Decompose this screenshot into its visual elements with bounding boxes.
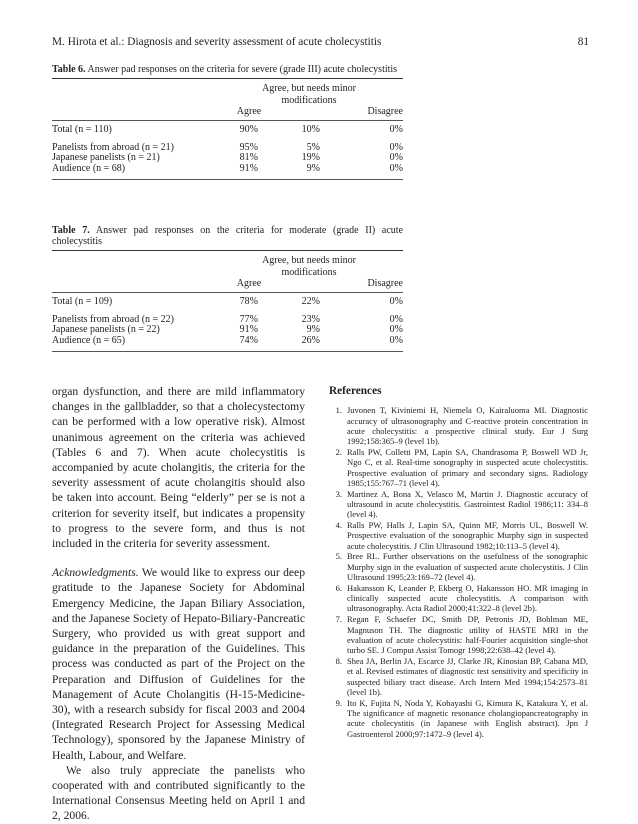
- page-number: 81: [577, 36, 589, 48]
- table-6: [52, 64, 403, 180]
- cell-minor: 23%: [301, 313, 320, 325]
- cell-agree: 77%: [239, 313, 258, 325]
- table-row-total: [52, 125, 403, 136]
- table-bottom-rule: [52, 351, 403, 352]
- reference-number: 9.: [335, 697, 342, 708]
- cell-disagree: 0%: [389, 152, 403, 163]
- reference-item: [329, 489, 588, 520]
- reference-text: Regan F, Schaefer DC, Smith DP, Petronis JD, Bohlman ME, Magnuson TH. The diagnostic utility of HASTE MRI in the evaluation of acute cholecystitis: half-Fourier acquisition single-shot turbo SE. J Comput Assist Tomogr 1998;22:638–42 (level 4).: [347, 614, 588, 656]
- reference-text: Martinez A, Bona X, Velasco M, Martin J. Diagnostic accuracy of ultrasound in acute cholecystitis. Gastrointest Radiol 1986;11: 334–8 (level 4).: [347, 488, 588, 520]
- table-caption-text: Answer pad responses on the criteria for moderate (grade II) acute cholecystitis: [52, 225, 404, 247]
- table-top-rule: [52, 78, 403, 79]
- row-label: Total (n = 109): [52, 296, 113, 307]
- cell-minor: 22%: [301, 296, 320, 307]
- cell-disagree: 0%: [389, 162, 403, 174]
- cell-agree: 91%: [239, 324, 258, 335]
- reference-item: [329, 447, 588, 488]
- reference-text: Ito K, Fujita N, Noda Y, Kobayashi G, Kimura K, Katakura Y, et al. The significance of magnetic resonance cholangiopancreatography in acute cholecystitis (in Japanese with English abstract). Jpn J Gastroenterol 2000;97:1472–9 (level 4).: [347, 697, 588, 739]
- reference-number: 3.: [335, 488, 342, 499]
- table-caption: [52, 225, 403, 247]
- cell-agree: 95%: [239, 141, 258, 153]
- table-header-rule: [52, 120, 403, 121]
- cell-minor: 5%: [306, 141, 320, 153]
- body-paragraph: We also truly appreciate the panelists who cooperated with and contributed significantly to the International Consensus Meeting held on April 1 and 2, 2006.: [52, 763, 305, 823]
- cell-minor: 10%: [301, 124, 320, 135]
- table-header: [52, 254, 403, 292]
- row-label: Total (n = 110): [52, 124, 112, 135]
- reference-text: Ralls PW, Colletti PM, Lapin SA, Chandrasoma P, Boswell WD Jr, Ngo C, et al. Real-time sonography in suspected acute cholecystitis. Prospective evaluation of primary and secondary signs. Radiology 1985;155:767–71 (level 4).: [347, 446, 588, 488]
- cell-disagree: 0%: [389, 313, 403, 325]
- body-text-column: [52, 384, 305, 824]
- cell-minor: 9%: [306, 162, 320, 174]
- col-header-disagree: Disagree: [367, 278, 403, 289]
- col-header-minor: Agree, but needs minor modifications: [262, 255, 356, 278]
- reference-item: [329, 583, 588, 614]
- row-label: Panelists from abroad (n = 21): [52, 141, 175, 153]
- table-top-rule: [52, 250, 403, 251]
- row-label: Japanese panelists (n = 22): [52, 324, 160, 335]
- cell-minor: 9%: [306, 324, 320, 335]
- reference-item: [329, 656, 588, 697]
- reference-number: 5.: [335, 551, 342, 562]
- cell-agree: 91%: [239, 162, 258, 174]
- row-label: Audience (n = 65): [52, 334, 126, 346]
- table-header-rule: [52, 292, 403, 293]
- reference-text: Ralls PW, Halls J, Lapin SA, Quinn MF, Morris UL, Boswell W. Prospective evaluation of the sonographic Murphy sign in suspected acute cholecystitis. J Clin Ultrasound 1982;10:113–5 (level 4).: [347, 520, 588, 551]
- col-header-agree: Agree: [236, 106, 262, 117]
- acknowledgments-text: We would like to express our deep gratitude to the Japanese Society for Abdominal Emergency Medicine, the Japan Biliary Association, and the Japanese Society of Hepato-Biliary-Pancreatic Surgery, who provided us with great support and guidance in the preparation of the Guidelines. This process was conducted as part of the Project on the Preparation and Diffusion of Guidelines for the Management of Acute Cholangitis (H-15-Medicine-30), with a research subsidy for fiscal 2003 and 2004 (Integrated Research Project for Assessing Medical Technology), sponsored by the Japanese Ministry of Health, Labour, and Welfare.: [52, 566, 305, 762]
- acknowledgments-paragraph: [52, 565, 305, 763]
- cell-agree: 81%: [239, 152, 258, 163]
- table-row: [52, 164, 403, 175]
- reference-item: [329, 614, 588, 655]
- reference-item: [329, 405, 588, 446]
- body-paragraph: organ dysfunction, and there are mild inflammatory changes in the gallbladder, so that a cholecystectomy can be performed with a low operative risk). Almost unanimous agreement on the criteria was achieved (Tables 6 and 7). When acute cholecystitis is accompanied by acute cholangitis, the criteria for the severity assessment of acute cholangitis should also be taken into account. Being “elderly” per se is not a criterion for severity itself, but indicates a propensity to progress to the severe form, and thus is not included in the criteria for severity assessment.: [52, 385, 305, 551]
- reference-text: Bree RL. Further observations on the usefulness of the sonographic Murphy sign in the evaluation of suspected acute cholecystitis. J Clin Ultrasound 1995;23:169–72 (level 4).: [347, 551, 588, 583]
- cell-agree: 74%: [239, 334, 258, 346]
- cell-disagree: 0%: [389, 324, 403, 335]
- cell-agree: 90%: [239, 124, 258, 135]
- cell-disagree: 0%: [389, 296, 403, 307]
- table-row: [52, 336, 403, 347]
- cell-disagree: 0%: [389, 124, 403, 135]
- reference-item: [329, 698, 588, 739]
- reference-text: Juvonen T, Kiviniemi H, Niemela O, Kairaluoma MI. Diagnostic accuracy of ultrasonography and C-reactive protein concentration in acute cholecystitis: a prospective clinical study. Eur J Surg 1992;158:365–9 (level 1b).: [347, 405, 588, 447]
- table-caption-text: Answer pad responses on the criteria for severe (grade III) acute cholecystitis: [87, 64, 398, 75]
- references-heading: References: [329, 385, 382, 397]
- table-label: Table 6.: [52, 64, 86, 75]
- table-row: [52, 325, 403, 336]
- table-bottom-rule: [52, 179, 403, 180]
- reference-number: 7.: [335, 614, 342, 625]
- table-row: [52, 153, 403, 164]
- table-header: [52, 82, 403, 120]
- running-header: [52, 36, 589, 52]
- row-label: Audience (n = 68): [52, 162, 126, 174]
- cell-minor: 26%: [301, 334, 320, 346]
- col-header-agree: Agree: [236, 278, 262, 289]
- running-title: M. Hirota et al.: Diagnosis and severity assessment of acute cholecystitis: [52, 36, 382, 48]
- reference-item: [329, 520, 588, 551]
- table-row-total: [52, 297, 403, 308]
- row-label: Panelists from abroad (n = 22): [52, 313, 175, 325]
- cell-minor: 19%: [301, 152, 320, 163]
- references-column: [329, 386, 588, 739]
- reference-number: 8.: [335, 655, 342, 666]
- table-label: Table 7.: [52, 225, 90, 236]
- table-7: [52, 225, 403, 352]
- cell-agree: 78%: [239, 296, 258, 307]
- table-caption: [52, 64, 403, 75]
- reference-number: 6.: [335, 582, 342, 593]
- reference-item: [329, 551, 588, 582]
- reference-text: Shea JA, Berlin JA, Escarce JJ, Clarke JR, Kinosian BP, Cabana MD, et al. Revised estimates of diagnostic test sensitivity and specificity in suspected biliary tract disease. Arch Intern Med 1994;154:2573–81 (level 1b).: [347, 655, 588, 697]
- cell-disagree: 0%: [389, 334, 403, 346]
- row-label: Japanese panelists (n = 21): [52, 152, 160, 163]
- reference-number: 1.: [335, 405, 342, 416]
- cell-disagree: 0%: [389, 141, 403, 153]
- reference-number: 2.: [335, 446, 342, 457]
- col-header-minor: Agree, but needs minor modifications: [262, 83, 356, 106]
- reference-text: Hakansson K, Leander P, Ekberg O, Hakansson HO. MR imaging in clinically suspected acute cholecystitis. A comparison with ultrasonography. Acta Radiol 2000;41:322–8 (level 2b).: [347, 582, 588, 614]
- acknowledgments-label: Acknowledgments.: [52, 566, 139, 580]
- reference-number: 4.: [335, 520, 342, 531]
- col-header-disagree: Disagree: [367, 106, 403, 117]
